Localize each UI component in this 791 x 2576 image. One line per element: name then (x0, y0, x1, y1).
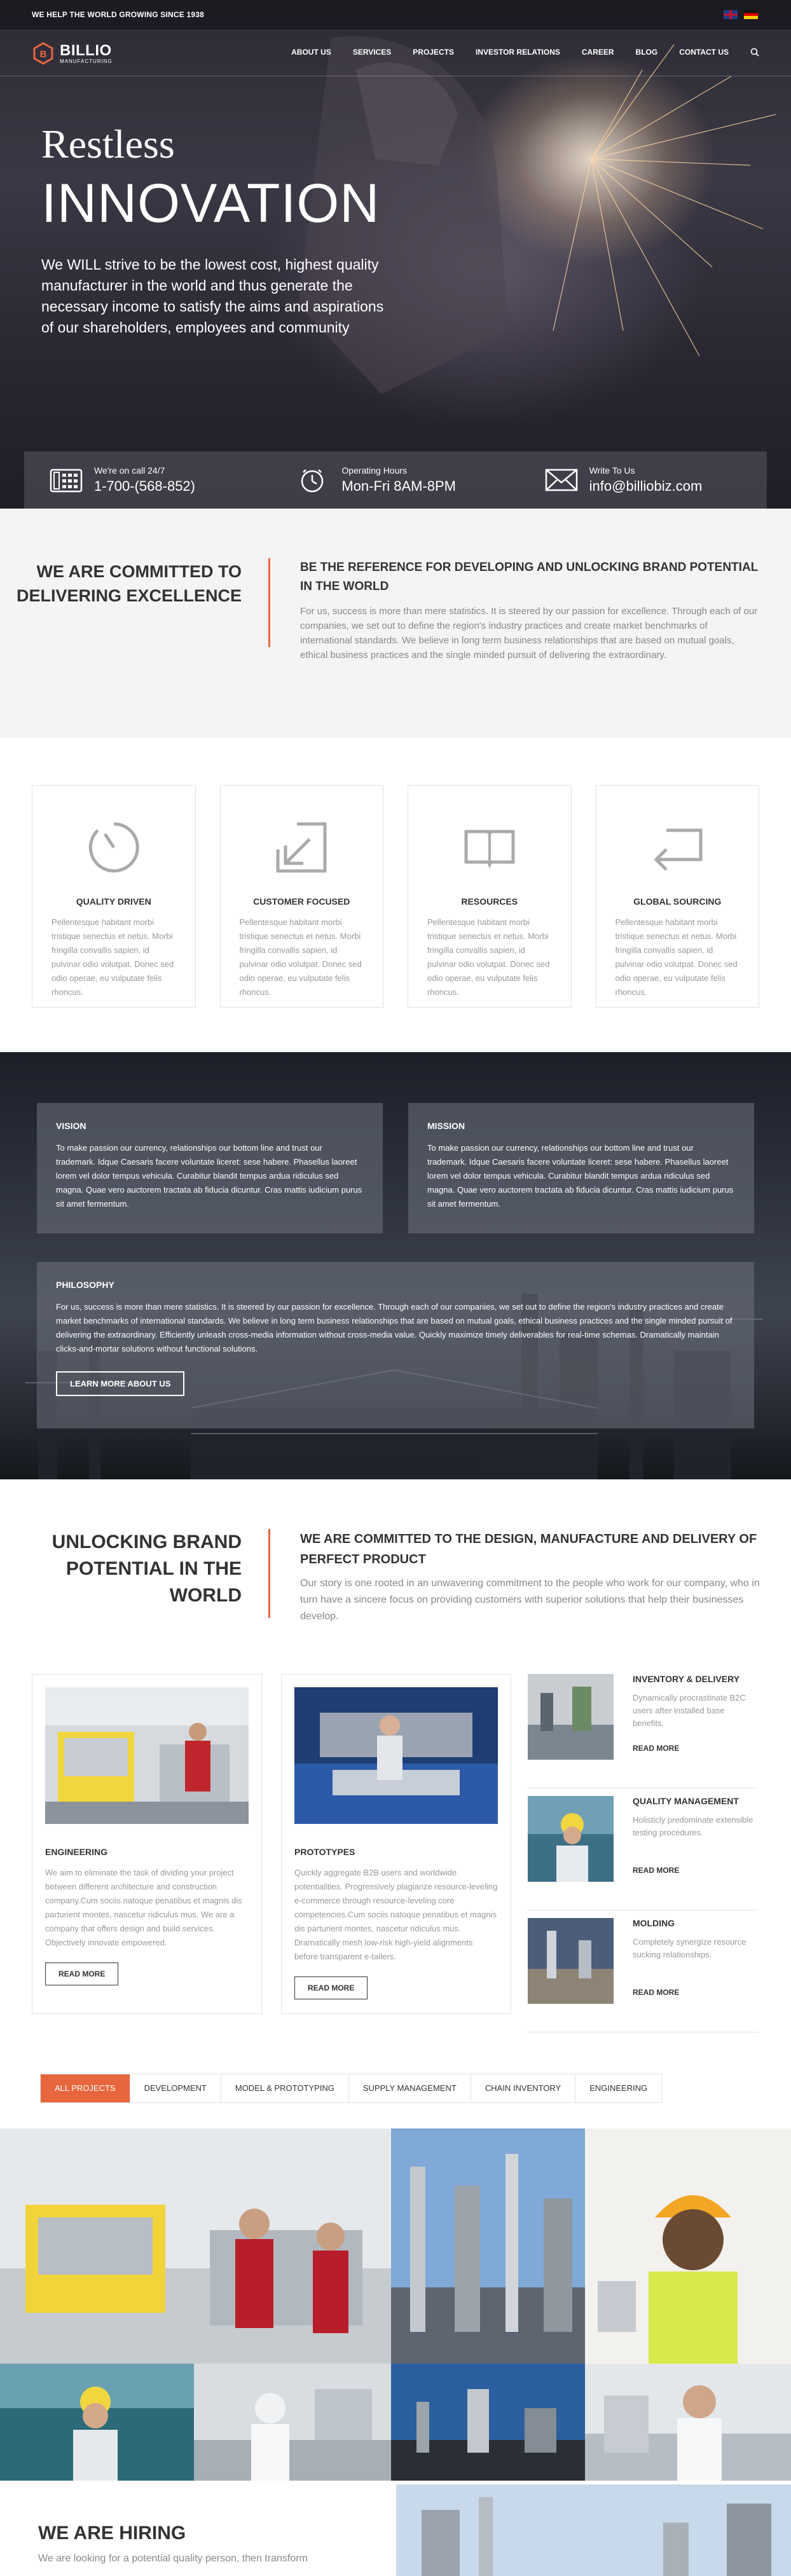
clock-icon (297, 466, 330, 494)
hiring-title: WE ARE HIRING (38, 2523, 186, 2544)
gallery-image-lab[interactable] (194, 2364, 391, 2481)
hiring-image (396, 2484, 791, 2576)
contact-hours (272, 451, 519, 509)
committed-body: For us, success is more than mere statistics. It is steered by our passion for excellence. Through each of our companies, we set out to define the region's industry practices and create market benchmarks of international standards. We believe in long term business relationships that are based on mutual goals, ethical business practices and the single minded pursuit of delivering the extraordinary. (300, 606, 758, 661)
side-item-text: Dynamically procrastinate B2C users after installed base benefits. (633, 1693, 746, 1728)
feature-title: RESOURCES (461, 896, 518, 907)
card-title: ENGINEERING (45, 1847, 108, 1857)
feature-card (596, 785, 760, 1008)
side-item-title: INVENTORY & DELIVERY (633, 1674, 740, 1684)
contact-email[interactable] (519, 451, 767, 509)
gauge-icon (84, 818, 144, 877)
uk-flag-icon[interactable] (724, 10, 738, 19)
mission-title: MISSION (427, 1121, 465, 1131)
nav-contact-us[interactable]: CONTACT US (679, 48, 729, 57)
svg-text:B: B (39, 49, 47, 60)
tab-chain-inventory[interactable]: CHAIN INVENTORY (471, 2074, 575, 2102)
side-item-text: Completely synergize resource sucking relationships. (633, 1937, 746, 1959)
book-icon (460, 818, 519, 877)
side-item (528, 1796, 758, 1910)
main-navbar (0, 31, 791, 76)
side-item (528, 1674, 758, 1788)
contact-email-value: info@billiobiz.com (589, 478, 703, 494)
vision-section (0, 1052, 791, 1479)
features-row (32, 785, 759, 1008)
feature-card (32, 785, 196, 1008)
unlock-heading: UNLOCKING BRAND POTENTIAL IN THE WORLD (52, 1531, 242, 1606)
vision-card (37, 1103, 383, 1233)
hero-title-line1: Restless (41, 121, 175, 167)
feature-text: Pellentesque habitant morbi tristique senectus et netus. Morbi fringilla convallis sapien, id pulvinar odio volutpat. Donec sed odio operae, eu vulputate felis rhoncus. (615, 917, 738, 997)
gallery-image-technician[interactable] (0, 2364, 194, 2481)
read-more-button[interactable]: READ MORE (294, 1977, 368, 1999)
gallery-image-scientist[interactable] (585, 2364, 791, 2481)
contact-hours-value: Mon-Fri 8AM-8PM (341, 478, 457, 494)
gallery-image-refinery[interactable] (391, 2128, 585, 2364)
contact-email-label: Write To Us (589, 465, 635, 476)
contact-hours-label: Operating Hours (341, 465, 408, 476)
molding-image (528, 1918, 614, 2004)
contact-phone-label: We're on call 24/7 (94, 465, 165, 476)
feature-title: CUSTOMER FOCUSED (253, 896, 350, 907)
accent-divider (268, 558, 270, 647)
nav-menu (291, 48, 759, 57)
side-read-more-link[interactable]: READ MORE (633, 1866, 680, 1875)
nav-investor-relations[interactable]: INVESTOR RELATIONS (475, 48, 560, 57)
tab-model-prototyping[interactable]: MODEL & PROTOTYPING (221, 2074, 349, 2102)
philosophy-title: PHILOSOPHY (56, 1280, 114, 1290)
accent-divider (268, 1529, 270, 1618)
nav-about-us[interactable]: ABOUT US (291, 48, 331, 57)
nav-career[interactable]: CAREER (581, 48, 614, 57)
side-read-more-link[interactable]: READ MORE (633, 1744, 680, 1753)
phone-icon (50, 466, 83, 494)
unlock-body: Our story is one rooted in an unwavering commitment to the people who work for our company, who in turn have a sincere focus on providing customers with superior solutions that help their businesses develop. (300, 1578, 760, 1622)
card-text: We aim to eliminate the task of dividing your project between different architecture and construction company.Cum sociis natoque penatibus et magnis dis parturient montes, nascetur ridiculus mus. We are a company that offers design and build services. Objectively innovate empowered. (45, 1868, 242, 1947)
vision-text: To make passion our currency, relationships our bottom line and trust our trademark. Idque Caesaris facere voluntate liceret: sese habere. Phasellus laoreet lorem vel dolor tempus vehicula. Curabitur blandit tempus ardua ridiculus sed magna. Quae vero auctorem tractata ab fiducia dicuntur. Cras mattis iudicium purus sit amet fermentum. (56, 1143, 362, 1209)
logo-hexagon-icon (32, 42, 55, 65)
committed-subtitle: BE THE REFERENCE FOR DEVELOPING AND UNLOCKING BRAND POTENTIAL IN THE WORLD (300, 561, 758, 593)
philosophy-text: For us, success is more than mere statistics. It is steered by our passion for excellence. Through each of our companies, we set out to define the region's industry practices and create market benchmarks of international standards. We believe in long term business relationships that are based on mutual goals, ethical business practices and the single minded pursuit of delivering the extraordinary. Efficiently unleash cross-media information without cross-media value. Quickly maximize timely deliverables for real-time schemas. Dramatically maintain clicks-and-mortar solutions without functional solutions. (56, 1302, 733, 1353)
prototypes-card (281, 1674, 511, 2014)
feature-text: Pellentesque habitant morbi tristique senectus et netus. Morbi fringilla convallis sapien, id pulvinar odio volutpat. Donec sed odio operae, eu vulputate felis rhoncus. (239, 917, 362, 997)
engineering-card (32, 1674, 262, 2014)
gallery-image-plant-night[interactable] (391, 2364, 585, 2481)
tab-all-projects[interactable]: ALL PROJECTS (41, 2074, 130, 2102)
contact-bar (24, 451, 767, 509)
feature-text: Pellentesque habitant morbi tristique senectus et netus. Morbi fringilla convallis sapien, id pulvinar odio volutpat. Donec sed odio operae, eu vulputate felis rhoncus. (52, 917, 174, 997)
feature-title: QUALITY DRIVEN (76, 896, 151, 907)
prototypes-image (294, 1687, 498, 1824)
return-arrow-icon (647, 818, 707, 877)
project-gallery (0, 2128, 791, 2481)
logo[interactable] (32, 42, 113, 65)
learn-more-button[interactable]: LEARN MORE ABOUT US (56, 1371, 184, 1396)
tab-engineering[interactable]: ENGINEERING (589, 2083, 648, 2093)
feature-title: GLOBAL SOURCING (633, 896, 722, 907)
side-read-more-link[interactable]: READ MORE (633, 1988, 680, 1997)
brand-name: BILLIO (60, 41, 112, 59)
mission-text: To make passion our currency, relationships our bottom line and trust our trademark. Idque Caesaris facere voluntate liceret: sese habere. Phasellus laoreet lorem vel dolor tempus vehicula. Curabitur blandit tempus ardua ridiculus sed magna. Quae vero auctorem tractata ab fiducia dicuntur. Cras mattis iudicium purus sit amet fermentum. (427, 1143, 734, 1209)
contact-phone-value: 1-700-(568-852) (94, 478, 195, 494)
top-bar (0, 0, 791, 31)
side-item-text: Holisticly predominate extensible testing procedures. (633, 1815, 753, 1837)
feature-card (408, 785, 572, 1008)
side-item-title: MOLDING (633, 1918, 675, 1928)
quality-management-image (528, 1796, 614, 1882)
card-text: Quickly aggregate B2B users and worldwide potentialities. Progressively plagiarize resource-leveling e-commerce through resource-leveling core competencies.Cum sociis natoque penatibus et magnis dis parturient montes, nascetur ridiculus mus. Dramatically mesh low-risk high-yield alignments before transparent e-tailers. (294, 1868, 498, 1961)
gallery-image-engineers[interactable] (0, 2128, 391, 2364)
mission-card (408, 1103, 754, 1233)
hero-lead-text: We WILL strive to be the lowest cost, highest quality manufacturer in the world and thus generate the necessary income to satisfy the aims and aspirations of our shareholders, employees and community (41, 256, 384, 336)
inventory-image (528, 1674, 614, 1760)
philosophy-card (37, 1262, 754, 1428)
hero-title-line2: INNOVATION (41, 173, 380, 234)
card-title: PROTOTYPES (294, 1847, 355, 1857)
nav-projects[interactable]: PROJECTS (413, 48, 454, 57)
search-icon[interactable] (750, 48, 759, 57)
feature-card (220, 785, 384, 1008)
side-item-title: QUALITY MANAGEMENT (633, 1796, 739, 1806)
committed-section (0, 509, 791, 737)
germany-flag-icon[interactable] (744, 10, 758, 19)
tagline: WE HELP THE WORLD GROWING SINCE 1938 (32, 10, 205, 19)
language-switcher (724, 10, 758, 19)
read-more-button[interactable]: READ MORE (45, 1963, 118, 1985)
project-filter-tabs (40, 2074, 662, 2103)
arrow-down-left-icon (272, 818, 331, 877)
tab-development[interactable]: DEVELOPMENT (130, 2074, 221, 2102)
nav-blog[interactable]: BLOG (635, 48, 658, 57)
tab-supply-management[interactable]: SUPPLY MANAGEMENT (349, 2074, 471, 2102)
hiring-text: We are looking for a potential quality person, then transform (38, 2553, 308, 2564)
side-item (528, 1918, 758, 2032)
vision-title: VISION (56, 1121, 86, 1131)
gallery-image-worker-helmet[interactable] (585, 2128, 791, 2364)
engineering-image (45, 1687, 249, 1824)
unlock-subtitle: WE ARE COMMITTED TO THE DESIGN, MANUFACTURE AND DELIVERY OF PERFECT PRODUCT (300, 1532, 757, 1566)
hero-section (0, 0, 791, 509)
committed-heading: WE ARE COMMITTED TO DELIVERING EXCELLENCE (16, 562, 242, 605)
feature-text: Pellentesque habitant morbi tristique senectus et netus. Morbi fringilla convallis sapien, id pulvinar odio volutpat. Donec sed odio operae, eu vulputate felis rhoncus. (427, 917, 550, 997)
brand-subtitle: MANUFACTURING (60, 58, 113, 64)
mail-icon (545, 466, 578, 494)
nav-services[interactable]: SERVICES (352, 48, 392, 57)
contact-phone[interactable] (24, 451, 272, 509)
